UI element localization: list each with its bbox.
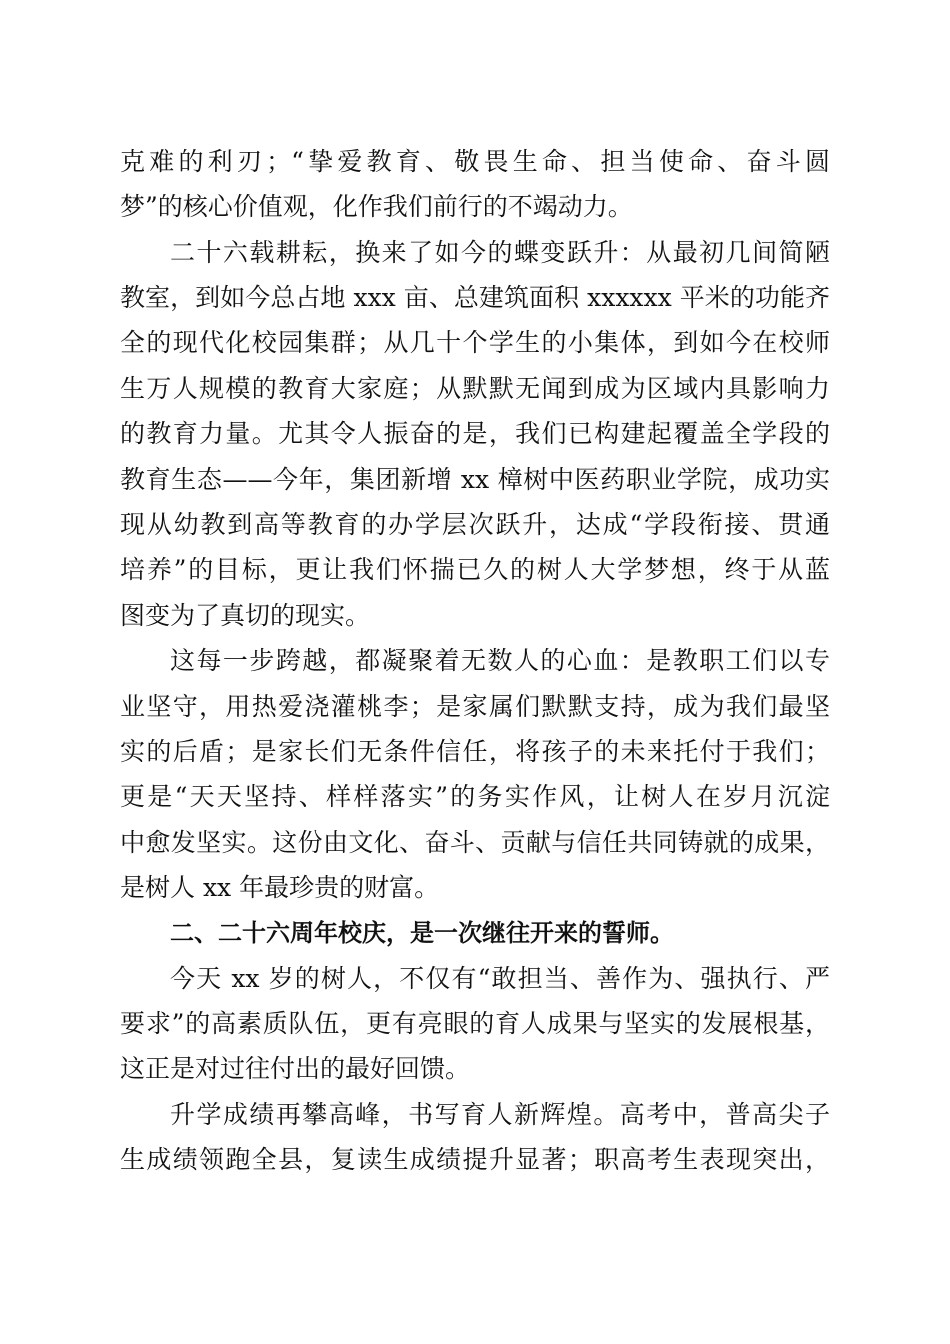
text-line-20: 要求”的高素质队伍，更有亮眼的育人成果与坚实的发展根基， bbox=[120, 1009, 830, 1038]
paragraph-start-line: 今天 xx 岁的树人，不仅有“敢担当、善作为、强执行、严 bbox=[170, 964, 830, 993]
text-line-13: 业坚守，用热爱浇灌桃李；是家属们默默支持，成为我们最坚 bbox=[120, 692, 830, 721]
text-line-23: 生成绩领跑全县，复读生成绩提升显著；职高考生表现突出， bbox=[120, 1145, 830, 1174]
text-line-4: 教室，到如今总占地 xxx 亩、总建筑面积 xxxxxx 平米的功能齐 bbox=[120, 283, 830, 312]
paragraph-start-line: 二十六载耕耘，换来了如今的蝶变跃升：从最初几间简陋 bbox=[170, 238, 830, 267]
paragraph-start-line: 升学成绩再攀高峰，书写育人新辉煌。高考中，普高尖子 bbox=[170, 1100, 830, 1129]
text-line-11: 图变为了真切的现实。 bbox=[120, 601, 371, 630]
paragraph-start-line: 这每一步跨越，都凝聚着无数人的心血：是教职工们以专 bbox=[170, 646, 830, 675]
text-line-16: 中愈发坚实。这份由文化、奋斗、贡献与信任共同铸就的成果， bbox=[120, 828, 830, 857]
text-line-2: 梦”的核心价值观，化作我们前行的不竭动力。 bbox=[120, 192, 633, 221]
text-line-7: 的教育力量。尤其令人振奋的是，我们已构建起覆盖全学段的 bbox=[120, 419, 830, 448]
text-line-9: 现从幼教到高等教育的办学层次跃升，达成“学段衔接、贯通 bbox=[120, 510, 830, 539]
text-line-6: 生万人规模的教育大家庭；从默默无闻到成为区域内具影响力 bbox=[120, 374, 830, 403]
section-heading: 二、二十六周年校庆，是一次继往开来的誓师。 bbox=[170, 919, 674, 947]
text-line-17: 是树人 xx 年最珍贵的财富。 bbox=[120, 873, 440, 902]
text-line-15: 更是“天天坚持、样样落实”的务实作风，让树人在岁月沉淀 bbox=[120, 782, 830, 811]
text-line-5: 全的现代化校园集群；从几十个学生的小集体，到如今在校师 bbox=[120, 328, 830, 357]
text-line-1: 克难的利刃；“挚爱教育、敬畏生命、担当使命、奋斗圆 bbox=[120, 147, 830, 176]
text-line-21: 这正是对过往付出的最好回馈。 bbox=[120, 1054, 471, 1083]
text-line-10: 培养”的目标，更让我们怀揣已久的树人大学梦想，终于从蓝 bbox=[120, 555, 830, 584]
text-line-14: 实的后盾；是家长们无条件信任，将孩子的未来托付于我们； bbox=[120, 737, 830, 766]
text-line-8: 教育生态——今年，集团新增 xx 樟树中医药职业学院，成功实 bbox=[120, 465, 830, 494]
